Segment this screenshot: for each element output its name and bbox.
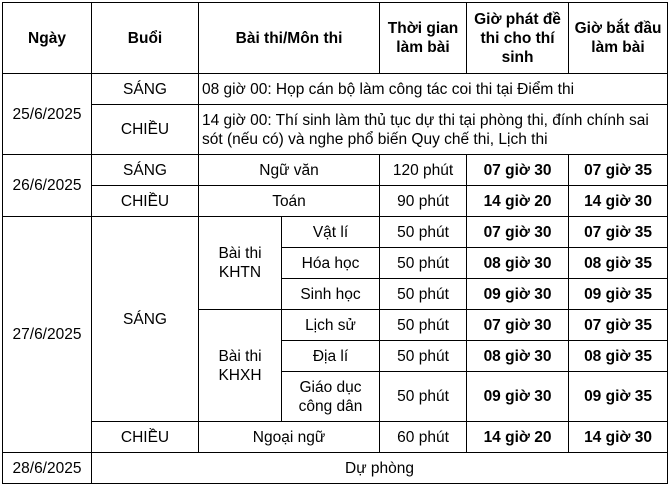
start-cell: 07 giờ 35 (569, 155, 668, 186)
subject-cell: Toán (199, 186, 380, 217)
group-cell-khtn: Bài thi KHTN (199, 217, 282, 310)
duration-cell: 50 phút (380, 310, 467, 341)
session-cell: CHIỀU (92, 422, 199, 453)
header-distribute-time: Giờ phát đề thi cho thí sinh (467, 3, 569, 74)
duration-cell: 60 phút (380, 422, 467, 453)
note-cell: 08 giờ 00: Họp cán bộ làm công tác coi thi tại Điểm thi (199, 74, 668, 105)
subject-cell: Giáo dục công dân (282, 372, 380, 422)
start-cell: 14 giờ 30 (569, 186, 668, 217)
header-start-time: Giờ bắt đầu làm bài (569, 3, 668, 74)
start-cell: 07 giờ 35 (569, 310, 668, 341)
header-session: Buổi (92, 3, 199, 74)
table-row (3, 155, 668, 186)
distribute-cell: 08 giờ 30 (467, 341, 569, 372)
header-subject: Bài thi/Môn thi (199, 3, 380, 74)
group-cell-khxh: Bài thi KHXH (199, 310, 282, 422)
distribute-cell: 09 giờ 30 (467, 279, 569, 310)
subject-cell: Lịch sử (282, 310, 380, 341)
distribute-cell: 08 giờ 30 (467, 248, 569, 279)
duration-cell: 50 phút (380, 217, 467, 248)
subject-cell: Sinh học (282, 279, 380, 310)
duration-cell: 90 phút (380, 186, 467, 217)
table-row (3, 422, 668, 453)
table-row (3, 186, 668, 217)
subject-cell: Ngữ văn (199, 155, 380, 186)
distribute-cell: 14 giờ 20 (467, 186, 569, 217)
table-row (3, 105, 668, 155)
duration-cell: 50 phút (380, 341, 467, 372)
session-cell: CHIỀU (92, 105, 199, 155)
table-row (3, 453, 668, 484)
duration-cell: 50 phút (380, 248, 467, 279)
table-row (3, 217, 668, 248)
start-cell: 07 giờ 35 (569, 217, 668, 248)
header-day: Ngày (3, 3, 92, 74)
header-duration: Thời gian làm bài (380, 3, 467, 74)
distribute-cell: 07 giờ 30 (467, 155, 569, 186)
reserve-cell: Dự phòng (92, 453, 668, 484)
start-cell: 08 giờ 35 (569, 341, 668, 372)
day-cell: 26/6/2025 (3, 155, 92, 217)
distribute-cell: 07 giờ 30 (467, 310, 569, 341)
duration-cell: 120 phút (380, 155, 467, 186)
table-row (3, 74, 668, 105)
distribute-cell: 09 giờ 30 (467, 372, 569, 422)
start-cell: 14 giờ 30 (569, 422, 668, 453)
day-cell: 27/6/2025 (3, 217, 92, 453)
header-row (3, 3, 668, 74)
day-cell: 25/6/2025 (3, 74, 92, 155)
duration-cell: 50 phút (380, 372, 467, 422)
day-cell: 28/6/2025 (3, 453, 92, 484)
session-cell: CHIỀU (92, 186, 199, 217)
start-cell: 08 giờ 35 (569, 248, 668, 279)
distribute-cell: 14 giờ 20 (467, 422, 569, 453)
session-cell: SÁNG (92, 217, 199, 422)
start-cell: 09 giờ 35 (569, 372, 668, 422)
start-cell: 09 giờ 35 (569, 279, 668, 310)
subject-cell: Ngoại ngữ (199, 422, 380, 453)
session-cell: SÁNG (92, 155, 199, 186)
subject-cell: Vật lí (282, 217, 380, 248)
duration-cell: 50 phút (380, 279, 467, 310)
exam-schedule-table (2, 2, 668, 484)
session-cell: SÁNG (92, 74, 199, 105)
subject-cell: Hóa học (282, 248, 380, 279)
distribute-cell: 07 giờ 30 (467, 217, 569, 248)
note-cell: 14 giờ 00: Thí sinh làm thủ tục dự thi tại phòng thi, đính chính sai sót (nếu có) và nghe phổ biến Quy chế thi, Lịch thi (199, 105, 668, 155)
subject-cell: Địa lí (282, 341, 380, 372)
